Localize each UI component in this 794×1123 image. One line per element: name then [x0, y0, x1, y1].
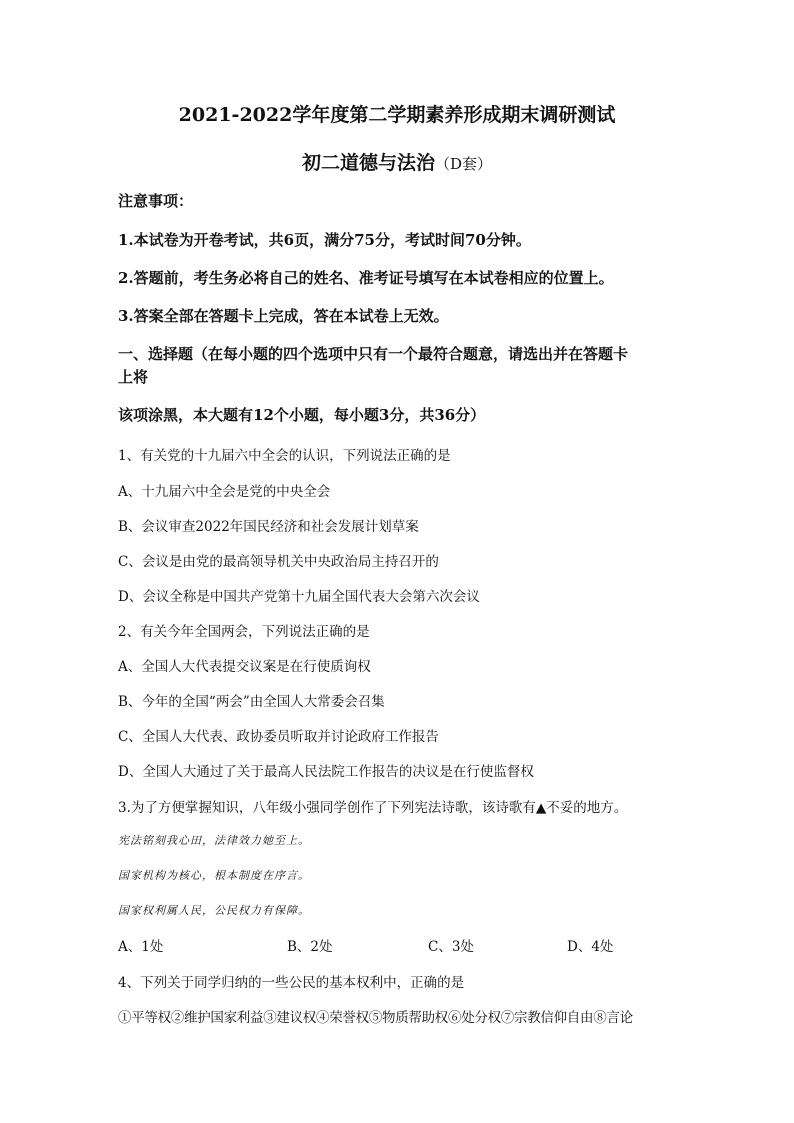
question-4-rights-list: ①平等权②维护国家利益③建议权④荣誉权⑤物质帮助权⑥处分权⑦宗教信仰自由⑧言论: [118, 1010, 633, 1026]
notes-heading: 注意事项：: [118, 192, 194, 210]
question-4-stem: 4、下列关于同学归纳的一些公民的基本权利中，正确的是: [118, 975, 465, 991]
note-3: 3.答案全部在答题卡上完成，答在本试卷上无效。: [118, 307, 449, 325]
question-3-stem: 3.为了方便掌握知识，八年级小强同学创作了下列宪法诗歌，该诗歌有▲不妥的地方。: [118, 800, 628, 816]
section-heading-line-1: 一、选择题（在每小题的四个选项中只有一个最符合题意，请选出并在答题卡: [118, 345, 629, 363]
question-1-option-b: B、会议审查2022年国民经济和社会发展计划草案: [118, 519, 419, 535]
poem-line-2: 国家机构为核心，根本制度在序言。: [118, 869, 310, 882]
question-1-stem: 1、有关党的十九届六中全会的认识，下列说法正确的是: [118, 448, 451, 464]
exam-subtitle: [0, 148, 794, 175]
question-3-option-d: D、4处: [567, 939, 614, 955]
question-3-option-a: A、1处: [118, 939, 164, 955]
section-heading-line-3: 该项涂黑，本大题有12个小题，每小题3分，共36分）: [118, 406, 486, 424]
question-1-option-d: D、会议全称是中国共产党第十九届全国代表大会第六次会议: [118, 589, 480, 605]
question-3-option-c: C、3处: [428, 939, 474, 955]
subtitle-main: 初二道德与法治: [301, 152, 435, 174]
question-2-option-b: B、今年的全国“两会”由全国人大常委会召集: [118, 694, 385, 710]
question-2-stem: 2、有关今年全国两会，下列说法正确的是: [118, 624, 370, 640]
subtitle-suffix: （D套）: [434, 155, 493, 173]
poem-line-3: 国家权利属人民，公民权力有保障。: [118, 904, 310, 917]
question-2-option-a: A、全国人大代表提交议案是在行使质询权: [118, 659, 371, 675]
poem-line-1: 宪法铭刻我心田，法律效力她至上。: [118, 834, 310, 847]
question-2-option-c: C、全国人大代表、政协委员听取并讨论政府工作报告: [118, 729, 439, 745]
question-2-option-d: D、全国人大通过了关于最高人民法院工作报告的决议是在行使监督权: [118, 764, 534, 780]
question-1-option-c: C、会议是由党的最高领导机关中央政治局主持召开的: [118, 554, 439, 570]
note-2: 2.答题前，考生务必将自己的姓名、准考证号填写在本试卷相应的位置上。: [118, 269, 614, 287]
note-1: 1.本试卷为开卷考试，共6页，满分75分，考试时间70分钟。: [118, 231, 531, 249]
exam-title: 2021-2022学年度第二学期素养形成期末调研测试: [178, 104, 616, 126]
question-1-option-a: A、十九届六中全会是党的中央全会: [118, 484, 331, 500]
question-3-option-b: B、2处: [287, 939, 333, 955]
section-heading-line-2: 上将: [118, 368, 149, 386]
